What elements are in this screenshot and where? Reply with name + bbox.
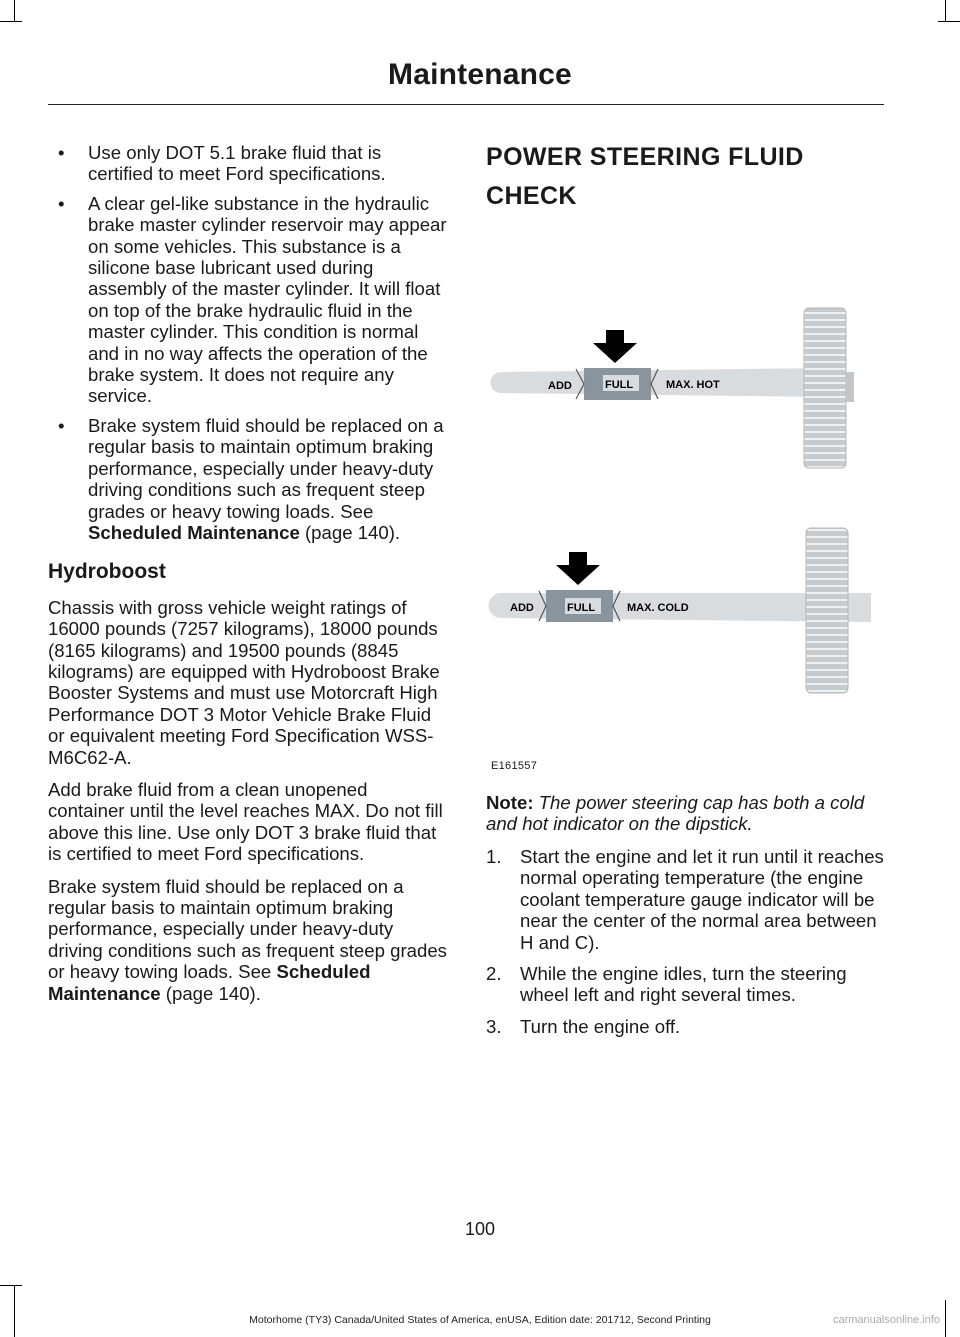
brake-fluid-paragraph: Add brake fluid from a clean unopened container until the level reaches MAX. Do not fill above this line. Use only DOT 3 brake fluid that is certified to meet Ford specifications. — [48, 778, 443, 865]
page-number: 100 — [464, 1219, 496, 1239]
bullet-dot: • — [58, 414, 65, 436]
arrow-down-icon — [593, 330, 637, 363]
footer: Motorhome (TY3) Canada/United States of America, enUSA, Edition date: 201712, Second Printing — [249, 1314, 711, 1326]
crop-mark — [938, 21, 960, 22]
page-reference: (page 140). — [160, 982, 261, 1004]
crop-mark — [0, 1285, 22, 1286]
left-column — [48, 142, 448, 1015]
bullet-item — [48, 415, 448, 543]
page-title: Maintenance — [388, 58, 572, 91]
cold-dipstick — [489, 528, 872, 693]
note — [486, 792, 884, 835]
add-label: ADD — [510, 602, 534, 614]
scheduled-maintenance-link[interactable]: Scheduled Maintenance — [48, 961, 371, 1004]
watermark: carmanualsonline.info — [832, 1314, 940, 1326]
heading-line: CHECK — [486, 182, 577, 210]
step-text: Turn the engine off. — [520, 1015, 681, 1037]
bullet-item — [48, 142, 448, 185]
page-reference: (page 140). — [299, 521, 401, 543]
note-label: Note: — [486, 792, 534, 813]
dipstick-cap — [806, 528, 848, 693]
figure-id: E161557 — [491, 760, 538, 772]
hydroboost-heading: Hydroboost — [48, 560, 166, 584]
right-column — [486, 142, 884, 220]
section-heading — [486, 142, 884, 211]
full-label: FULL — [605, 379, 634, 391]
max-hot-label: MAX. HOT — [666, 379, 720, 391]
crop-mark — [945, 0, 946, 22]
hydroboost-paragraph: Chassis with gross vehicle weight ratings of 16000 pounds (7257 kilograms), 18000 pounds (8165 kilograms) and 19500 pounds (8845 kilograms) are equipped with Hydroboost Brake Booster Systems and must use Motorcraft High Performance DOT 3 Motor Vehicle Brake Fluid or equivalent meeting Ford Specification WSS-M6C62-A. — [48, 596, 440, 768]
hot-dipstick — [491, 308, 855, 468]
step-number: 3. — [486, 1015, 502, 1037]
scheduled-maintenance-link[interactable]: Scheduled Maintenance — [88, 521, 300, 543]
bullet-dot: • — [58, 192, 65, 214]
dipstick-cap — [804, 308, 846, 468]
bullet-dot: • — [58, 142, 65, 163]
bullet-item — [48, 193, 448, 407]
dipstick-illustration — [486, 280, 884, 780]
bullet-text: Brake system fluid should be replaced on a regular basis to maintain optimum braking performance, especially under heavy-duty driving conditions such as frequent steep grades or heavy towing loads. See — [88, 414, 444, 522]
step-number: 1. — [486, 846, 502, 867]
header-rule — [48, 104, 884, 105]
replacement-paragraph — [48, 876, 448, 1004]
crop-mark — [14, 1285, 15, 1337]
max-cold-label: MAX. COLD — [627, 602, 689, 614]
arrow-down-icon — [556, 552, 600, 585]
step-text: Start the engine and let it run until it reaches normal operating temperature (the engine coolant temperature gauge indicator will be near the center of the normal area between H and C). — [520, 846, 884, 953]
add-label: ADD — [548, 380, 572, 392]
bullet-text: A clear gel-like substance in the hydraulic brake master cylinder reservoir may appear on some vehicles. This substance is a silicone base lubricant used during assembly of the master cylinder. It will float on top of the brake hydraulic fluid in the master cylinder. This condition is normal and in no way affects the operation of the brake system. It does not require any service. — [88, 192, 447, 407]
step-number: 2. — [486, 963, 502, 985]
bullet-text: Use only DOT 5.1 brake fluid that is certified to meet Ford specifications. — [88, 142, 386, 185]
heading-line: POWER STEERING FLUID — [486, 143, 804, 171]
step-text: While the engine idles, turn the steering wheel left and right several times. — [520, 963, 847, 1006]
note-text: The power steering cap has both a cold and hot indicator on the dipstick. — [486, 792, 865, 835]
cap-stem — [846, 372, 854, 402]
steps-list — [486, 846, 884, 1047]
list-item — [486, 1016, 884, 1037]
crop-mark — [0, 21, 22, 22]
list-item — [486, 963, 884, 1006]
dipstick-blade — [491, 368, 827, 397]
full-label: FULL — [567, 602, 596, 614]
list-item — [486, 846, 884, 953]
crop-mark — [14, 0, 15, 22]
paragraph-text: Brake system fluid should be replaced on a regular basis to maintain optimum braking performance, especially under heavy-duty driving conditions such as frequent steep grades or heavy towing loads. See — [48, 875, 447, 983]
